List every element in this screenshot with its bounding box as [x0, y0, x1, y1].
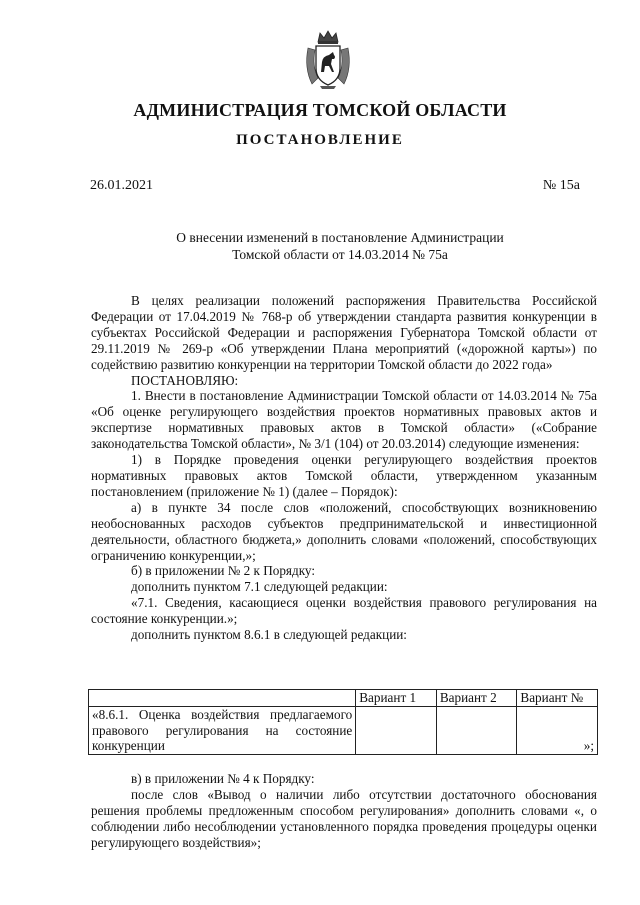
table-header-cell: [89, 690, 356, 707]
paragraph-add-8-6-1: дополнить пунктом 8.6.1 в следующей редакции:: [131, 627, 407, 643]
table-header-cell: Вариант №: [517, 690, 598, 707]
paragraph-item-1: 1. Внести в постановление Администрации Томской области от 14.03.2014 № 75а «Об оценке регулирующего воздействия проектов нормативных правовых актов и экспертизе нормативных правовых актов в Томской области» («Собрание законодательства Томской области», № 3/1 (104) от 20.03.2014) следующие изменения:: [91, 388, 597, 452]
coat-of-arms-icon: [302, 28, 354, 90]
document-subject: [160, 229, 520, 263]
paragraph-subitem-a: а) в пункте 34 после слов «положений, способствующих возникновению необоснованных расходов субъектов предпринимательской и инвестиционной деятельности, областного бюджета,» дополнить словами «положений, способствующих ограничению конкуренции,»;: [91, 499, 597, 563]
paragraph-subitem-1: 1) в Порядке проведения оценки регулирующего воздействия проектов нормативных правовых актов Томской области, утвержденном указанным постановлением (приложение № 1) (далее – Порядок):: [91, 452, 597, 499]
table-header-row: [89, 690, 598, 707]
table-header-cell: Вариант 1: [356, 690, 437, 707]
table-row: [89, 707, 598, 755]
document-body: [91, 293, 597, 643]
paragraph-decree: ПОСТАНОВЛЯЮ:: [131, 372, 239, 388]
document-type: ПОСТАНОВЛЕНИЕ: [236, 132, 404, 148]
paragraph-subitem-b: б) в приложении № 2 к Порядку:: [131, 563, 315, 579]
document-date: 26.01.2021: [90, 178, 153, 193]
subject-line-1: О внесении изменений в постановление Администрации: [176, 230, 504, 245]
paragraph-add-words: после слов «Вывод о наличии либо отсутствии достаточного обоснования решения проблемы предложенным способом регулирования» дополнить словами «, о соблюдении либо несоблюдении установленного порядка проведения процедуры оценки регулирующего воздействия»;: [91, 786, 597, 850]
paragraph-subitem-c: в) в приложении № 4 к Порядку:: [131, 771, 315, 786]
table-cell-tail: »;: [517, 707, 598, 755]
organization-title: АДМИНИСТРАЦИЯ ТОМСКОЙ ОБЛАСТИ: [133, 100, 507, 120]
table-cell-empty: [356, 707, 437, 755]
document-body-continued: [91, 771, 597, 851]
paragraph-7-1-text: «7.1. Сведения, касающиеся оценки воздействия правового регулирования на состояние конкуренции.»;: [91, 595, 597, 627]
table-header-cell: Вариант 2: [436, 690, 517, 707]
subject-line-2: Томской области от 14.03.2014 № 75а: [232, 247, 448, 262]
table-cell-text: «8.6.1. Оценка воздействия предлагаемого правового регулирования на состояние конкуренции: [89, 707, 356, 755]
paragraph-add-7-1: дополнить пунктом 7.1 следующей редакции:: [131, 579, 388, 595]
table-cell-empty: [436, 707, 517, 755]
paragraph-preamble: В целях реализации положений распоряжения Правительства Российской Федерации от 17.04.2019 № 768-р об утверждении стандарта развития конкуренции в субъектах Российской Федерации и распоряжения Губернатора Томской области от 29.11.2019 № 269-р «Об утверждении Плана мероприятий («дорожной карты») по содействию развитию конкуренции на территории Томской области до 2022 года»: [91, 293, 597, 372]
variants-table: [88, 689, 598, 755]
document-number: № 15а: [542, 178, 580, 193]
